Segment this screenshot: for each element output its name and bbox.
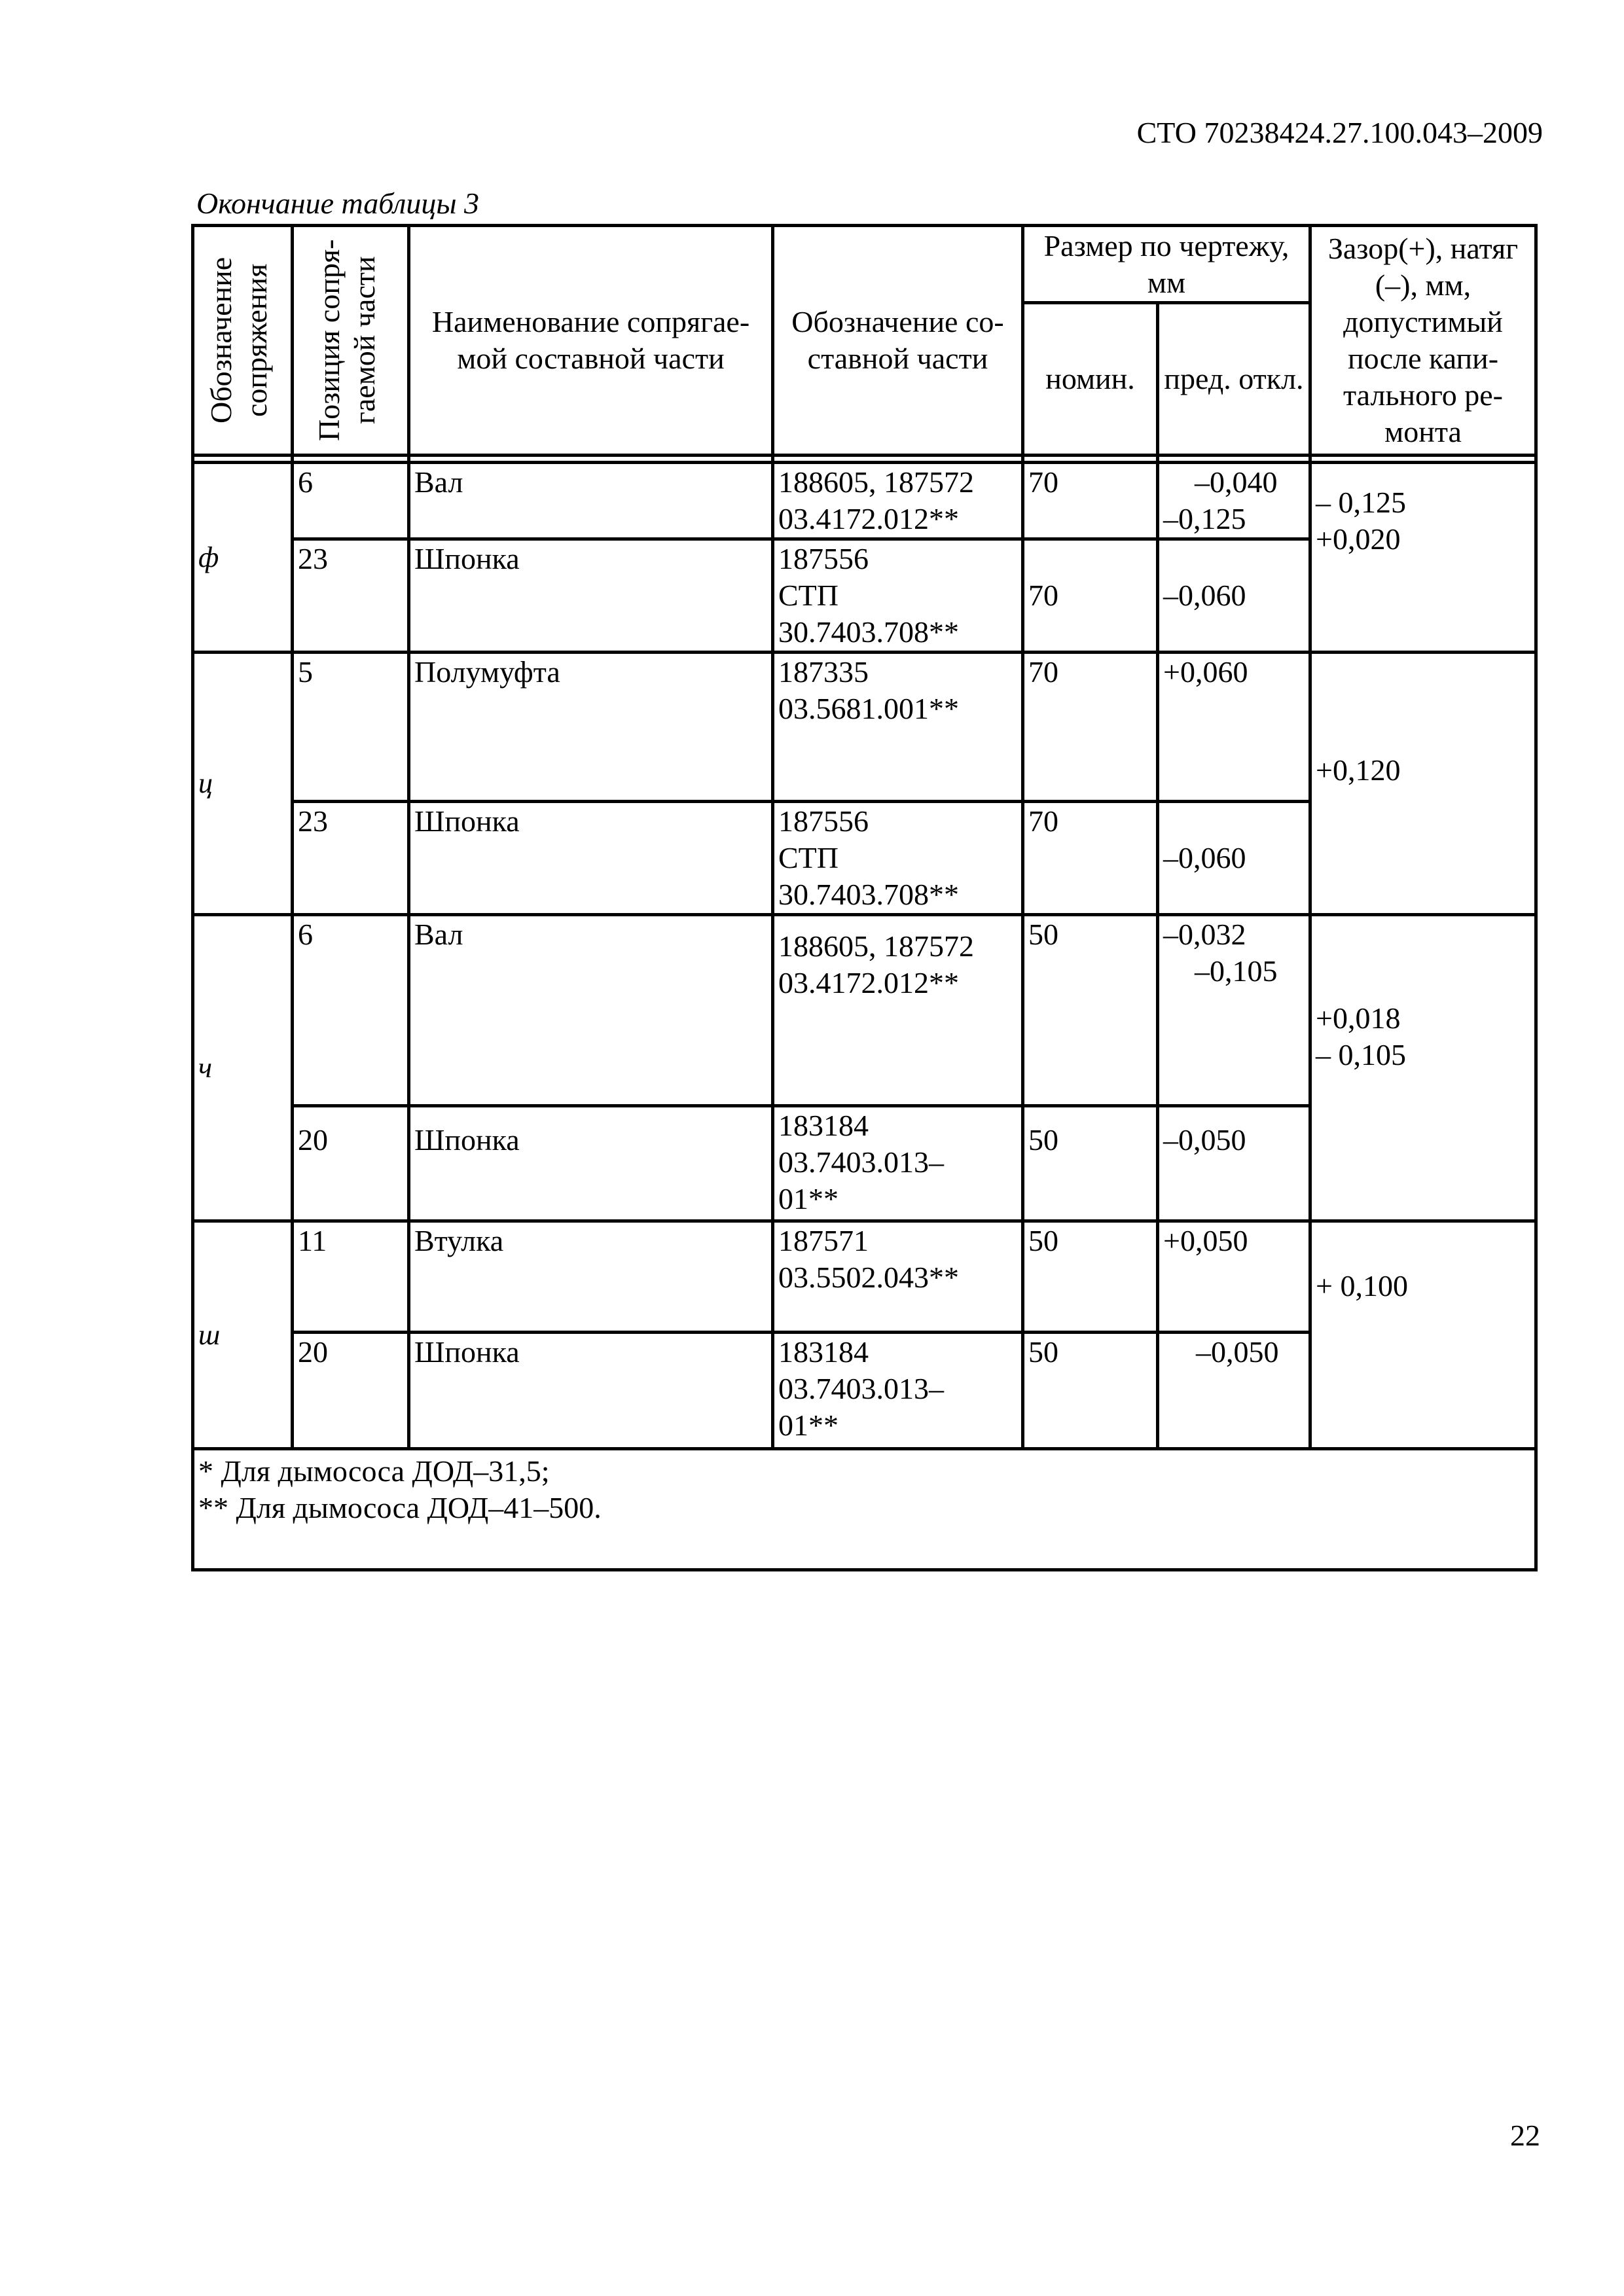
nominal-cell: 70 [1023, 653, 1158, 802]
mate-symbol: ц [193, 653, 293, 915]
nominal-cell: 70 [1023, 463, 1158, 539]
table-row [193, 463, 1536, 539]
designation-cell: 187556 СТП 30.7403.708** [773, 802, 1023, 915]
position-cell: 20 [293, 1106, 409, 1221]
deviation-cell: –0,050 [1158, 1106, 1310, 1221]
gap-cell: – 0,125 +0,020 [1310, 463, 1536, 653]
document-code: СТО 70238424.27.100.043–2009 [1136, 116, 1543, 149]
nominal-cell: 50 [1023, 1221, 1158, 1333]
header-deviation: пред. откл. [1158, 303, 1310, 456]
header-size: Размер по чертежу, мм [1023, 226, 1310, 303]
header-name: Наименование сопрягае-мой составной части [409, 226, 773, 456]
gap-cell: +0,018 – 0,105 [1310, 915, 1536, 1221]
name-cell: Шпонка [409, 1333, 773, 1449]
position-cell: 6 [293, 463, 409, 539]
deviation-cell: –0,060 [1158, 802, 1310, 915]
header-position: Позиция сопря-гаемой части [293, 226, 409, 456]
gap-cell: +0,120 [1310, 653, 1536, 915]
nominal-cell: 50 [1023, 1333, 1158, 1449]
table-caption: Окончание таблицы 3 [196, 187, 479, 220]
name-cell: Вал [409, 463, 773, 539]
gap-cell: + 0,100 [1310, 1221, 1536, 1449]
designation-cell: 183184 03.7403.013– 01** [773, 1106, 1023, 1221]
page-number: 22 [1510, 2119, 1540, 2152]
name-cell: Шпонка [409, 1106, 773, 1221]
footnote: ** Для дымососа ДОД–41–500. [198, 1491, 602, 1524]
position-cell: 6 [293, 915, 409, 1106]
designation-cell: 187556 СТП 30.7403.708** [773, 539, 1023, 653]
footnote: * Для дымососа ДОД–31,5; [198, 1454, 550, 1488]
deviation-cell: –0,032 –0,105 [1158, 915, 1310, 1106]
header-gap: Зазор(+), натяг (–), мм, допустимый после капи-тального ре-монта [1310, 226, 1536, 456]
deviation-cell: –0,060 [1158, 539, 1310, 653]
deviation-cell: –0,040 –0,125 [1158, 463, 1310, 539]
mate-symbol: ш [193, 1221, 293, 1449]
position-cell: 5 [293, 653, 409, 802]
position-cell: 23 [293, 802, 409, 915]
header-nominal: номин. [1023, 303, 1158, 456]
name-cell: Полумуфта [409, 653, 773, 802]
deviation-cell: –0,050 [1158, 1333, 1310, 1449]
spec-table [191, 224, 1538, 1571]
position-cell: 11 [293, 1221, 409, 1333]
designation-cell: 188605, 187572 03.4172.012** [773, 463, 1023, 539]
position-cell: 23 [293, 539, 409, 653]
designation-cell: 187335 03.5681.001** [773, 653, 1023, 802]
nominal-cell: 70 [1023, 802, 1158, 915]
name-cell: Шпонка [409, 539, 773, 653]
nominal-cell: 70 [1023, 539, 1158, 653]
nominal-cell: 50 [1023, 1106, 1158, 1221]
notes-row [193, 1449, 1536, 1570]
name-cell: Шпонка [409, 802, 773, 915]
table-row [193, 1221, 1536, 1333]
deviation-cell: +0,050 [1158, 1221, 1310, 1333]
designation-cell: 188605, 187572 03.4172.012** [773, 915, 1023, 1106]
table-row [193, 653, 1536, 802]
mate-symbol: ф [193, 463, 293, 653]
designation-cell: 187571 03.5502.043** [773, 1221, 1023, 1333]
designation-cell: 183184 03.7403.013– 01** [773, 1333, 1023, 1449]
footnotes [193, 1449, 1536, 1570]
position-cell: 20 [293, 1333, 409, 1449]
name-cell: Втулка [409, 1221, 773, 1333]
nominal-cell: 50 [1023, 915, 1158, 1106]
table-row [193, 915, 1536, 1106]
name-cell: Вал [409, 915, 773, 1106]
header-designation: Обозначение со-ставной части [773, 226, 1023, 456]
deviation-cell: +0,060 [1158, 653, 1310, 802]
mate-symbol: ч [193, 915, 293, 1221]
header-symbol: Обозначение сопряжения [193, 226, 293, 456]
